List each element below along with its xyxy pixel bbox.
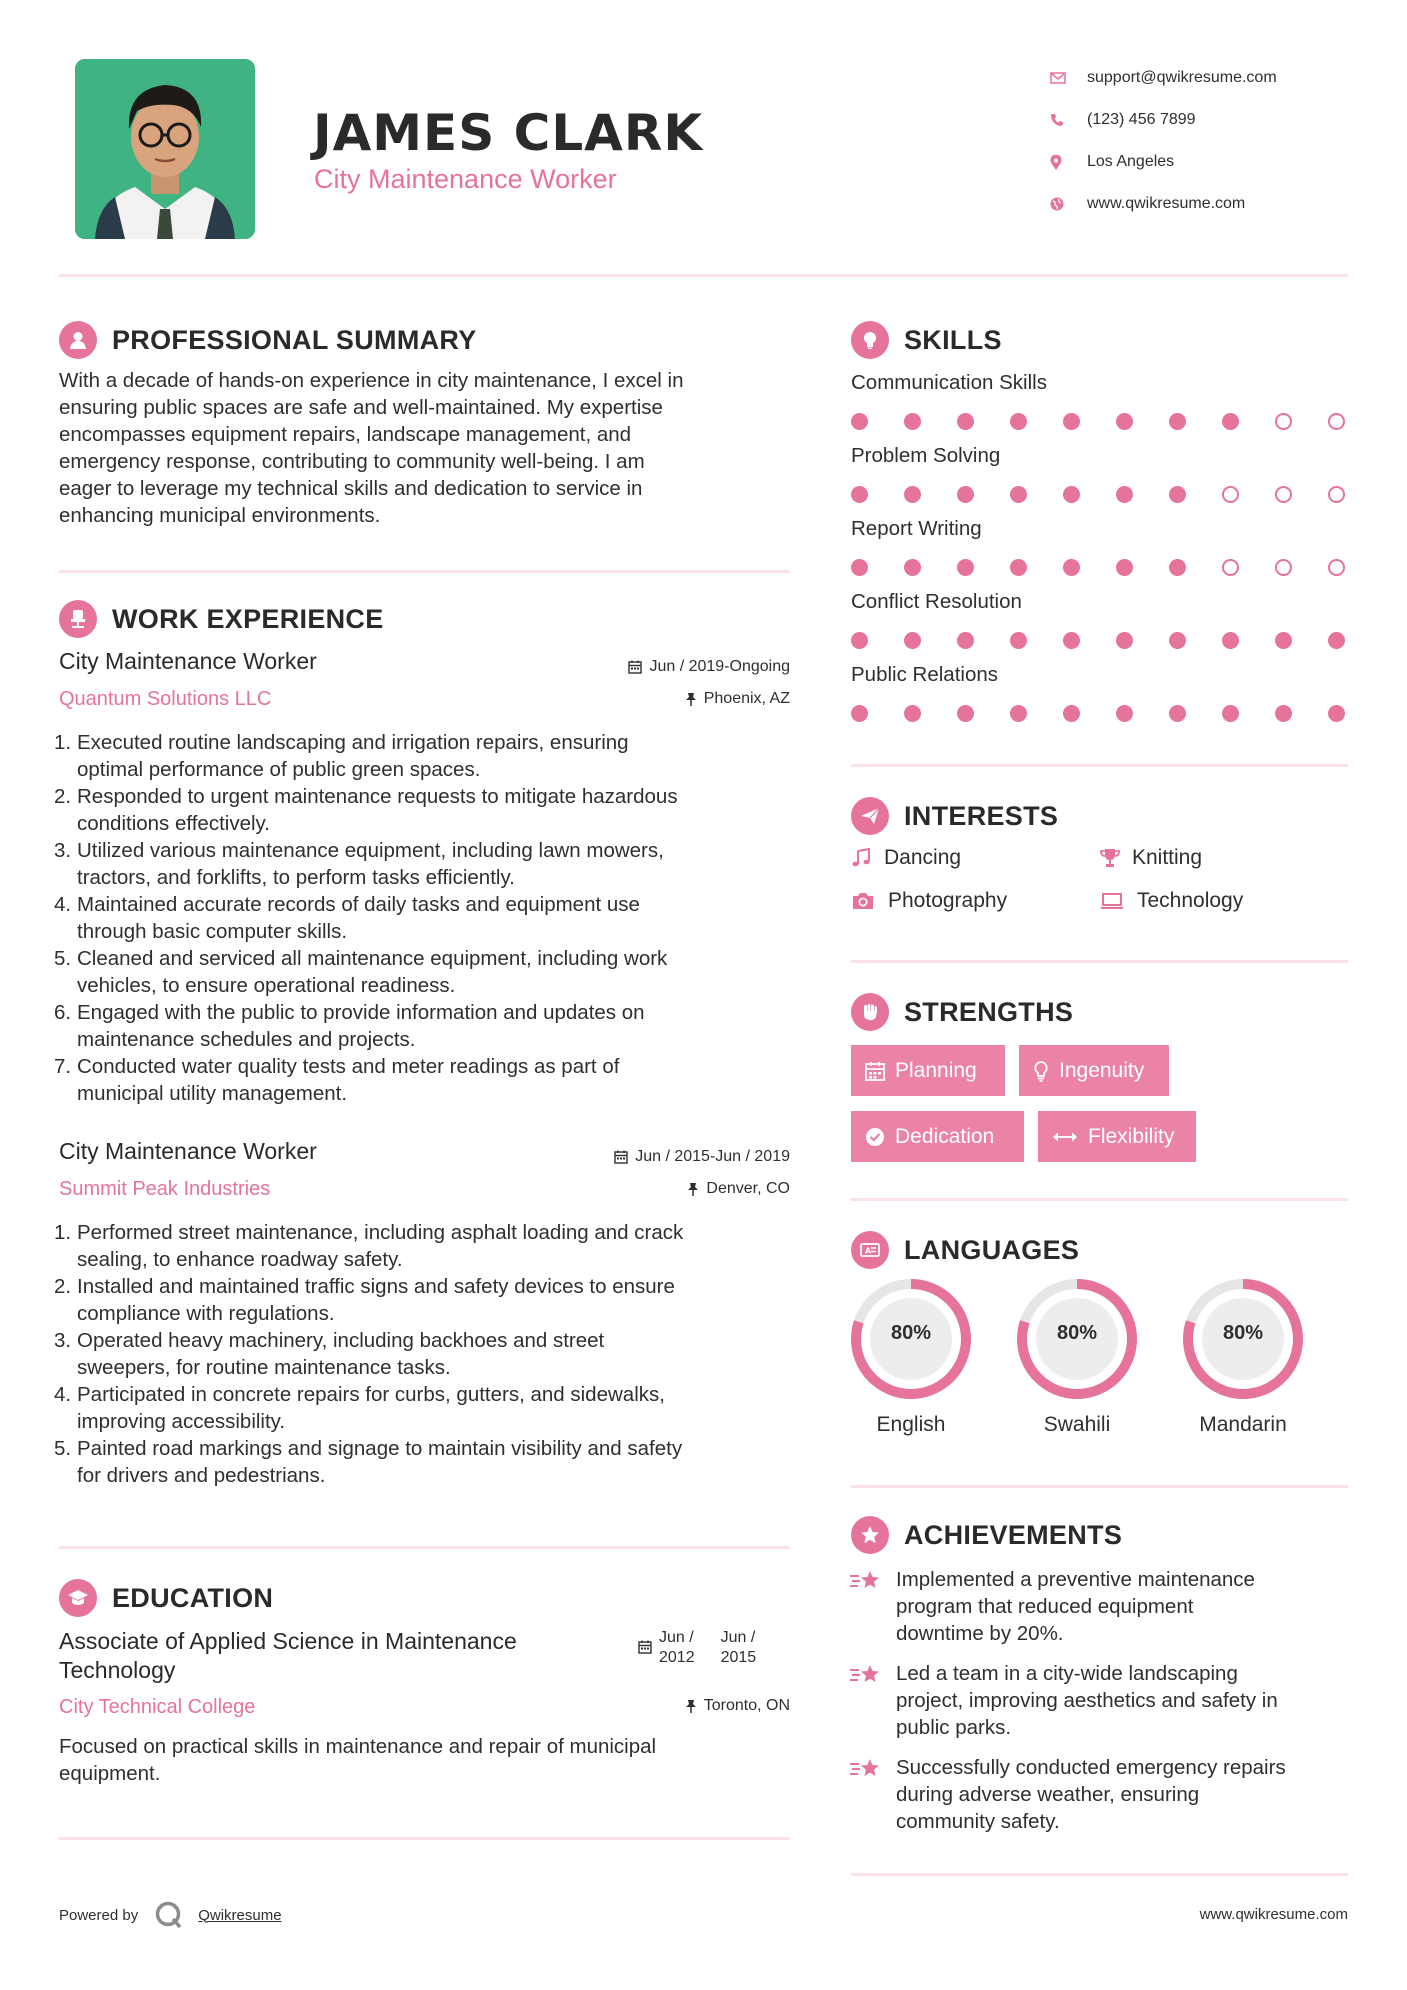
task-number: 1. xyxy=(54,731,72,754)
skill-name: Report Writing xyxy=(851,517,982,540)
degree-title xyxy=(59,1627,517,1685)
achievement-line: public parks. xyxy=(896,1716,1012,1739)
globe-icon xyxy=(1050,197,1087,211)
languages-title: LANGUAGES xyxy=(904,1234,1080,1265)
strength-chip-dedication xyxy=(851,1111,1024,1162)
rating-dot-filled xyxy=(904,413,921,430)
rating-dot-filled xyxy=(851,632,868,649)
skill-rating xyxy=(851,413,1351,433)
phone-text: (123) 456 7899 xyxy=(1087,111,1196,128)
task-line: municipal utility management. xyxy=(77,1082,348,1105)
achievements-divider xyxy=(851,1873,1348,1876)
achievement-line: Successfully conducted emergency repairs xyxy=(896,1756,1286,1779)
rating-dot-filled xyxy=(1275,705,1292,722)
task-line: tractors, and forklifts, to perform tasks efficiently. xyxy=(77,866,515,889)
job-location-text: Denver, CO xyxy=(706,1180,790,1197)
task-number: 5. xyxy=(54,1437,72,1460)
rating-dot-empty xyxy=(1328,486,1345,503)
language-percent: 80% xyxy=(1056,1322,1098,1344)
job-title: City Maintenance Worker xyxy=(59,1138,317,1164)
achievement-line: downtime by 20%. xyxy=(896,1622,1064,1645)
education-location xyxy=(685,1697,790,1715)
achievement-line: Implemented a preventive maintenance xyxy=(896,1568,1255,1591)
achievement-line: during adverse weather, ensuring xyxy=(896,1783,1200,1806)
task-item xyxy=(54,783,804,837)
header-divider xyxy=(59,274,1348,277)
summary-divider xyxy=(59,570,789,573)
contact-website[interactable] xyxy=(1050,183,1277,225)
rating-dot-filled xyxy=(1222,413,1239,430)
interest-label: Technology xyxy=(1137,889,1244,912)
skill-item xyxy=(851,444,1351,506)
map-pin-icon xyxy=(1050,155,1087,170)
task-line: Participated in concrete repairs for curbs, gutters, and sidewalks, xyxy=(77,1383,665,1406)
rating-dot-filled xyxy=(1010,705,1027,722)
calendar-icon xyxy=(614,1150,628,1164)
achievement-line: Led a team in a city-wide landscaping xyxy=(896,1662,1238,1685)
paper-plane-icon xyxy=(851,797,889,835)
language-item xyxy=(849,1277,973,1437)
task-number: 2. xyxy=(54,1275,72,1298)
edu-end-year: 2015 xyxy=(720,1649,757,1666)
education-heading xyxy=(59,1579,273,1617)
skills-heading xyxy=(851,321,1002,359)
contact-block xyxy=(1050,57,1277,225)
qwikresume-link[interactable]: Qwikresume xyxy=(198,1906,282,1924)
rating-dot-filled xyxy=(1222,632,1239,649)
task-item xyxy=(54,1435,804,1489)
task-line: Painted road markings and signage to maintain visibility and safety xyxy=(77,1437,683,1460)
interest-label: Dancing xyxy=(884,846,962,869)
rating-dot-filled xyxy=(957,559,974,576)
contact-email[interactable] xyxy=(1050,57,1277,99)
skills-divider xyxy=(851,764,1348,767)
rating-dot-filled xyxy=(957,413,974,430)
skill-name: Problem Solving xyxy=(851,444,1001,467)
skills-title: SKILLS xyxy=(904,324,1002,355)
rating-dot-filled xyxy=(851,486,868,503)
profile-photo xyxy=(75,59,255,239)
edu-start-year: 2012 xyxy=(659,1649,695,1666)
task-line: through basic computer skills. xyxy=(77,920,348,943)
achievement-text xyxy=(896,1660,1278,1741)
task-line: Responded to urgent maintenance requests to mitigate hazardous xyxy=(77,785,678,808)
email-text: support@qwikresume.com xyxy=(1087,69,1277,86)
task-line: improving accessibility. xyxy=(77,1410,286,1433)
skill-rating xyxy=(851,486,1351,506)
interest-item xyxy=(851,889,1007,913)
rating-dot-filled xyxy=(957,486,974,503)
summary-line: With a decade of hands-on experience in city maintenance, I excel in xyxy=(59,369,684,392)
skill-name: Communication Skills xyxy=(851,371,1047,394)
task-line: Cleaned and serviced all maintenance equipment, including work xyxy=(77,947,668,970)
contact-location xyxy=(1050,141,1277,183)
job-tasks xyxy=(54,729,804,1107)
rating-dot-filled xyxy=(1116,632,1133,649)
achievement-line: project, improving aesthetics and safety in xyxy=(896,1689,1278,1712)
education-divider xyxy=(59,1837,789,1840)
interest-label: Photography xyxy=(888,889,1008,912)
language-name: Mandarin xyxy=(1199,1413,1287,1436)
interest-item xyxy=(1099,846,1202,870)
job-dates xyxy=(614,1148,790,1166)
task-line: sealing, to enhance roadway safety. xyxy=(77,1248,403,1271)
rating-dot-filled xyxy=(1328,705,1345,722)
school-name: City Technical College xyxy=(59,1696,256,1718)
skill-name: Public Relations xyxy=(851,663,998,686)
achievements-title: ACHIEVEMENTS xyxy=(904,1519,1123,1550)
location-text: Los Angeles xyxy=(1087,153,1175,170)
summary-line: emergency response, contributing to community well-being. I am xyxy=(59,450,645,473)
skill-item xyxy=(851,517,1351,579)
education-title: EDUCATION xyxy=(112,1582,274,1613)
task-item xyxy=(54,1053,804,1107)
job-location xyxy=(685,690,790,708)
language-name: Swahili xyxy=(1043,1413,1111,1436)
lightbulb-icon xyxy=(1033,1060,1049,1082)
edu-start: Jun / xyxy=(659,1629,694,1646)
arrows-horizontal-icon xyxy=(1052,1130,1078,1144)
task-line: vehicles, to ensure operational readiness. xyxy=(77,974,456,997)
shooting-star-icon xyxy=(849,1754,896,1835)
chair-icon xyxy=(59,600,97,638)
rating-dot-empty xyxy=(1275,413,1292,430)
rating-dot-filled xyxy=(1010,632,1027,649)
skill-item xyxy=(851,371,1351,433)
achievement-line: community safety. xyxy=(896,1810,1060,1833)
shooting-star-icon xyxy=(849,1660,896,1741)
candidate-name: JAMES CLARK xyxy=(313,104,704,162)
strength-label: Ingenuity xyxy=(1059,1058,1145,1082)
summary-line: encompasses equipment repairs, landscape management, and xyxy=(59,423,632,446)
interests-heading xyxy=(851,797,1058,835)
task-number: 4. xyxy=(54,1383,72,1406)
job-location xyxy=(687,1180,790,1198)
languages-divider xyxy=(851,1485,1348,1488)
summary-heading xyxy=(59,321,477,359)
job-dates xyxy=(628,658,790,676)
rating-dot-filled xyxy=(904,486,921,503)
pushpin-icon xyxy=(685,692,697,706)
rating-dot-empty xyxy=(1328,559,1345,576)
website-text: www.qwikresume.com xyxy=(1087,195,1246,212)
fist-icon xyxy=(851,993,889,1031)
rating-dot-filled xyxy=(904,705,921,722)
rating-dot-filled xyxy=(1010,486,1027,503)
strength-chip-flexibility xyxy=(1038,1111,1196,1162)
task-item xyxy=(54,999,804,1053)
task-number: 2. xyxy=(54,785,72,808)
calendar-icon xyxy=(638,1640,652,1654)
task-number: 4. xyxy=(54,893,72,916)
strengths-heading xyxy=(851,993,1073,1031)
camera-icon xyxy=(851,891,888,911)
job-dates-text: Jun / 2015-Jun / 2019 xyxy=(635,1148,790,1165)
language-item xyxy=(1181,1277,1305,1437)
rating-dot-filled xyxy=(1063,559,1080,576)
music-note-icon xyxy=(851,848,884,868)
check-circle-icon xyxy=(865,1127,885,1147)
phone-icon xyxy=(1050,113,1087,127)
achievement-item xyxy=(849,1660,1359,1741)
rating-dot-filled xyxy=(1222,705,1239,722)
task-number: 6. xyxy=(54,1001,72,1024)
task-item xyxy=(54,945,804,999)
rating-dot-filled xyxy=(1275,632,1292,649)
task-item xyxy=(54,1381,804,1435)
job-location-text: Phoenix, AZ xyxy=(703,690,790,707)
strength-chip-ingenuity xyxy=(1019,1045,1169,1096)
language-percent: 80% xyxy=(1222,1322,1264,1344)
interest-item xyxy=(1099,889,1243,913)
rating-dot-filled xyxy=(1063,413,1080,430)
rating-dot-filled xyxy=(1010,559,1027,576)
strength-label: Planning xyxy=(895,1058,977,1082)
task-number: 3. xyxy=(54,1329,72,1352)
rating-dot-filled xyxy=(1010,413,1027,430)
task-line: Performed street maintenance, including asphalt loading and crack xyxy=(77,1221,684,1244)
trophy-icon xyxy=(1099,848,1132,868)
envelope-icon xyxy=(1050,72,1087,84)
calendar-icon xyxy=(865,1061,885,1081)
interests-divider xyxy=(851,960,1348,963)
rating-dot-filled xyxy=(1116,486,1133,503)
task-item xyxy=(54,1273,804,1327)
skill-item xyxy=(851,590,1351,652)
task-line: conditions effectively. xyxy=(77,812,270,835)
experience-title: WORK EXPERIENCE xyxy=(112,603,384,634)
task-line: Executed routine landscaping and irrigation repairs, ensuring xyxy=(77,731,629,754)
rating-dot-empty xyxy=(1222,559,1239,576)
rating-dot-filled xyxy=(851,559,868,576)
strengths-title: STRENGTHS xyxy=(904,996,1074,1027)
task-item xyxy=(54,1219,804,1273)
skill-item xyxy=(851,663,1351,725)
rating-dot-filled xyxy=(1116,705,1133,722)
interest-item xyxy=(851,846,961,870)
job-tasks xyxy=(54,1219,804,1489)
task-line: maintenance schedules and projects. xyxy=(77,1028,416,1051)
rating-dot-empty xyxy=(1222,486,1239,503)
strength-chip-planning xyxy=(851,1045,1005,1096)
task-number: 3. xyxy=(54,839,72,862)
footer-powered-by xyxy=(59,1900,282,1930)
rating-dot-filled xyxy=(1116,413,1133,430)
experience-heading xyxy=(59,600,384,638)
task-line: Maintained accurate records of daily tasks and equipment use xyxy=(77,893,640,916)
summary-line: enhancing municipal environments. xyxy=(59,504,381,527)
edu-location-text: Toronto, ON xyxy=(703,1697,790,1714)
task-line: Operated heavy machinery, including backhoes and street xyxy=(77,1329,605,1352)
interests-title: INTERESTS xyxy=(904,800,1059,831)
rating-dot-filled xyxy=(1169,413,1186,430)
education-desc xyxy=(59,1733,799,1787)
svg-text:A: A xyxy=(865,1246,872,1256)
achievements-heading xyxy=(851,1516,1122,1554)
job-company: Quantum Solutions LLC xyxy=(59,688,272,710)
task-number: 7. xyxy=(54,1055,72,1078)
pushpin-icon xyxy=(687,1182,699,1196)
rating-dot-filled xyxy=(1063,486,1080,503)
language-percent: 80% xyxy=(890,1322,932,1344)
summary-text xyxy=(59,367,799,529)
task-number: 5. xyxy=(54,947,72,970)
rating-dot-filled xyxy=(851,413,868,430)
task-line: sweepers, for routine maintenance tasks. xyxy=(77,1356,451,1379)
language-name: English xyxy=(876,1413,946,1436)
rating-dot-empty xyxy=(1275,486,1292,503)
strengths-divider xyxy=(851,1198,1348,1201)
pushpin-icon xyxy=(685,1699,697,1713)
task-item xyxy=(54,1327,804,1381)
experience-divider xyxy=(59,1546,789,1549)
rating-dot-empty xyxy=(1328,413,1345,430)
skill-rating xyxy=(851,559,1351,579)
strength-label: Dedication xyxy=(895,1124,995,1148)
star-badge-icon xyxy=(851,1516,889,1554)
job-title: City Maintenance Worker xyxy=(59,648,317,674)
rating-dot-filled xyxy=(957,632,974,649)
language-card-icon xyxy=(851,1231,889,1269)
footer-website-link[interactable]: www.qwikresume.com xyxy=(1199,1906,1348,1923)
lightbulb-icon xyxy=(851,321,889,359)
task-item xyxy=(54,891,804,945)
job-company: Summit Peak Industries xyxy=(59,1178,271,1200)
summary-line: ensuring public spaces are safe and well-maintained. My expertise xyxy=(59,396,663,419)
degree-line: Technology xyxy=(59,1657,176,1683)
powered-by-label: Powered by xyxy=(59,1906,139,1924)
task-item xyxy=(54,837,804,891)
task-item xyxy=(54,729,804,783)
rating-dot-empty xyxy=(1275,559,1292,576)
graduation-icon xyxy=(59,1579,97,1617)
interest-label: Knitting xyxy=(1132,846,1203,869)
rating-dot-filled xyxy=(1169,705,1186,722)
shooting-star-icon xyxy=(849,1566,896,1647)
user-icon xyxy=(59,321,97,359)
rating-dot-filled xyxy=(1063,632,1080,649)
rating-dot-filled xyxy=(1116,559,1133,576)
achievement-text xyxy=(896,1754,1286,1835)
skill-rating xyxy=(851,632,1351,652)
skill-name: Conflict Resolution xyxy=(851,590,1022,613)
achievement-item xyxy=(849,1566,1359,1647)
job-dates-text: Jun / 2019-Ongoing xyxy=(649,658,790,675)
task-number: 1. xyxy=(54,1221,72,1244)
language-item xyxy=(1015,1277,1139,1437)
edu-end: Jun / xyxy=(720,1629,756,1646)
contact-phone[interactable] xyxy=(1050,99,1277,141)
rating-dot-filled xyxy=(1169,559,1186,576)
task-line: compliance with regulations. xyxy=(77,1302,335,1325)
achievement-item xyxy=(849,1754,1359,1835)
task-line: for drivers and pedestrians. xyxy=(77,1464,326,1487)
task-line: Conducted water quality tests and meter readings as part of xyxy=(77,1055,620,1078)
task-line: Engaged with the public to provide information and updates on xyxy=(77,1001,645,1024)
achievement-line: program that reduced equipment xyxy=(896,1595,1194,1618)
rating-dot-filled xyxy=(1328,632,1345,649)
achievement-text xyxy=(896,1566,1255,1647)
summary-line: eager to leverage my technical skills and dedication to service in xyxy=(59,477,643,500)
edu-desc-line: equipment. xyxy=(59,1762,161,1785)
qwikresume-logo-icon xyxy=(154,1900,184,1930)
summary-title: PROFESSIONAL SUMMARY xyxy=(112,324,477,355)
edu-desc-line: Focused on practical skills in maintenance and repair of municipal xyxy=(59,1735,657,1758)
languages-heading xyxy=(851,1231,1079,1269)
task-line: optimal performance of public green spaces. xyxy=(77,758,481,781)
task-line: Installed and maintained traffic signs and safety devices to ensure xyxy=(77,1275,675,1298)
rating-dot-filled xyxy=(1169,632,1186,649)
rating-dot-filled xyxy=(1063,705,1080,722)
rating-dot-filled xyxy=(904,559,921,576)
rating-dot-filled xyxy=(957,705,974,722)
task-line: Utilized various maintenance equipment, including lawn mowers, xyxy=(77,839,664,862)
education-dates xyxy=(638,1628,756,1668)
skill-rating xyxy=(851,705,1351,725)
laptop-icon xyxy=(1099,892,1137,910)
rating-dot-filled xyxy=(904,632,921,649)
candidate-role: City Maintenance Worker xyxy=(314,164,617,194)
calendar-icon xyxy=(628,660,642,674)
degree-line: Associate of Applied Science in Maintenance xyxy=(59,1628,517,1654)
rating-dot-filled xyxy=(1169,486,1186,503)
strength-label: Flexibility xyxy=(1088,1124,1175,1148)
rating-dot-filled xyxy=(851,705,868,722)
